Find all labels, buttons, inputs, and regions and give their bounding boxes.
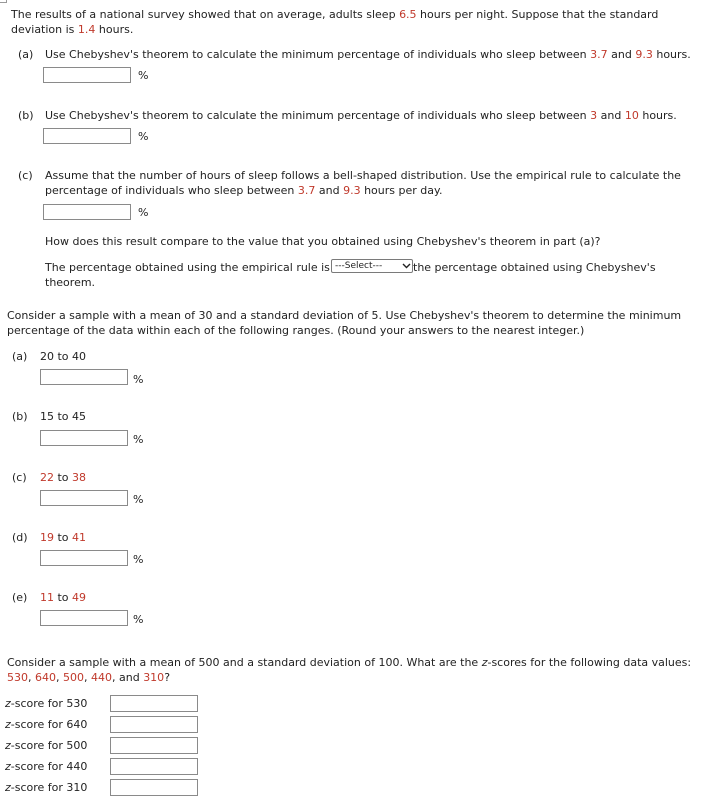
zscore-label-530: z-score for 530: [5, 697, 88, 710]
q1a-answer-input[interactable]: [43, 67, 131, 83]
zscore-label-640: z-score for 640: [5, 718, 88, 731]
q2d-answer-input[interactable]: [40, 550, 128, 566]
q1c-text-line1: Assume that the number of hours of sleep follows a bell-shaped distribution. Use the empirical rule to calculate the: [45, 169, 681, 182]
q1c-compare-statement-tail: theorem.: [45, 276, 96, 289]
q2e-percent-unit: %: [133, 613, 144, 626]
q1-sd: 1.4: [77, 23, 96, 36]
q2-intro-line1: Consider a sample with a mean of 30 and a standard deviation of 5. Use Chebyshev's theorem to determine the minimum: [7, 309, 682, 322]
q1-intro-line1: The results of a national survey showed that on average, adults sleep 6.5 hours per night. Suppose that the standard: [11, 8, 659, 21]
zscore-input-440[interactable]: [110, 758, 198, 775]
q2e-range: 11 to 49: [40, 591, 87, 604]
q2b-answer-input[interactable]: [40, 430, 128, 446]
q1b-text: Use Chebyshev's theorem to calculate the minimum percentage of individuals who sleep between 3 and 10 hours.: [45, 109, 677, 122]
q2c-range: 22 to 38: [40, 471, 87, 484]
q2c-label: (c): [12, 471, 27, 484]
q2a-percent-unit: %: [133, 373, 144, 386]
zscore-label-310: z-score for 310: [5, 781, 88, 794]
q1a-label: (a): [18, 48, 34, 61]
zscore-input-640[interactable]: [110, 716, 198, 733]
q2c-percent-unit: %: [133, 493, 144, 506]
q1c-label: (c): [18, 169, 33, 182]
q1c-comparison-select[interactable]: [331, 259, 413, 273]
q2b-percent-unit: %: [133, 433, 144, 446]
q2a-label: (a): [12, 350, 28, 363]
q2d-range: 19 to 41: [40, 531, 87, 544]
q1a-percent-unit: %: [138, 69, 149, 82]
q1-intro-line2: deviation is 1.4 hours.: [11, 23, 134, 36]
q3-intro-line2: 530, 640, 500, 440, and 310?: [7, 671, 171, 684]
q1c-compare-statement-start: The percentage obtained using the empirical rule is: [45, 261, 330, 274]
zscore-label-440: z-score for 440: [5, 760, 88, 773]
chevron-down-icon: [400, 263, 412, 269]
q2d-percent-unit: %: [133, 553, 144, 566]
q1-mean: 6.5: [399, 8, 417, 21]
q2c-answer-input[interactable]: [40, 490, 128, 506]
q2b-range: 15 to 45: [40, 410, 87, 423]
q3-intro-line1: Consider a sample with a mean of 500 and a standard deviation of 100. What are the z-scores for the following data values:: [7, 656, 692, 669]
q2d-label: (d): [12, 531, 28, 544]
q1b-label: (b): [18, 109, 34, 122]
q1c-answer-input[interactable]: [43, 204, 131, 220]
zscore-input-530[interactable]: [110, 695, 198, 712]
zscore-input-310[interactable]: [110, 779, 198, 796]
q2a-range: 20 to 40: [40, 350, 87, 363]
q1a-text: Use Chebyshev's theorem to calculate the minimum percentage of individuals who sleep between 3.7 and 9.3 hours.: [45, 48, 691, 61]
q2-intro-line2: percentage of the data within each of the following ranges. (Round your answers to the nearest integer.): [7, 324, 585, 337]
q2e-answer-input[interactable]: [40, 610, 128, 626]
q1c-compare-statement-end: the percentage obtained using Chebyshev's: [413, 261, 656, 274]
q2e-label: (e): [12, 591, 28, 604]
zscore-label-500: z-score for 500: [5, 739, 88, 752]
q1c-compare-question: How does this result compare to the value that you obtained using Chebyshev's theorem in part (a)?: [45, 235, 601, 248]
page-corner-mark: [0, 0, 7, 3]
zscore-input-500[interactable]: [110, 737, 198, 754]
q1c-select-value: ---Select---: [335, 261, 383, 271]
q1c-text-line2: percentage of individuals who sleep between 3.7 and 9.3 hours per day.: [45, 184, 443, 197]
q2b-label: (b): [12, 410, 28, 423]
q1c-percent-unit: %: [138, 206, 149, 219]
q2a-answer-input[interactable]: [40, 369, 128, 385]
q1b-answer-input[interactable]: [43, 128, 131, 144]
q1b-percent-unit: %: [138, 130, 149, 143]
